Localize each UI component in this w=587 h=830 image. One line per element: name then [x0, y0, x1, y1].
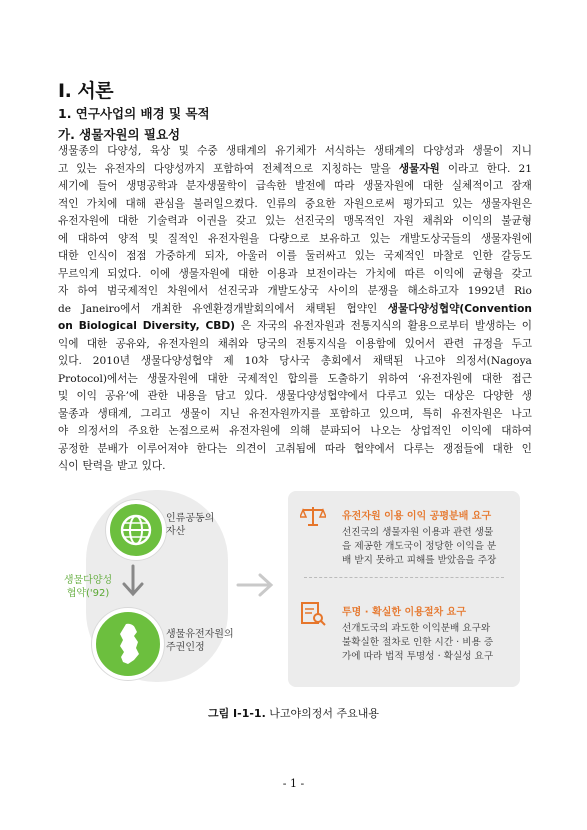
right-arrow-icon	[236, 570, 276, 604]
figure-bottom-label: 생물유전자원의 주권인정	[166, 629, 234, 653]
word: 고	[58, 162, 69, 175]
word: 채택된	[305, 302, 336, 315]
word: 전체적으로	[262, 162, 314, 175]
word: 기술력과	[146, 215, 188, 227]
word: 사이의	[327, 285, 359, 297]
word: 유엔환경개발회의에서	[192, 302, 295, 315]
word: 있는	[369, 232, 391, 245]
word: 및	[178, 145, 189, 157]
word: 무르익게	[58, 267, 99, 280]
paragraph-line	[58, 248, 532, 266]
scale-icon	[300, 505, 326, 531]
word: 채택된	[372, 355, 404, 367]
word: 개발도상국	[267, 285, 319, 297]
word: 이용함에	[355, 337, 397, 350]
word: 대한	[117, 215, 139, 227]
word: Janeiro에서	[81, 302, 141, 315]
word: 따라	[324, 442, 346, 455]
word: 논점으로써	[168, 425, 220, 437]
word: 가중하게	[155, 250, 197, 262]
word: 자원	[393, 215, 414, 227]
word: 인한	[472, 250, 493, 262]
word: 내용을	[176, 390, 207, 402]
word: 있는	[265, 215, 286, 227]
word: 인	[521, 442, 532, 455]
word: 들어	[97, 180, 118, 192]
word: 고취됨에	[275, 442, 317, 455]
word: 선진국의	[294, 215, 336, 227]
word: 전통지식의	[350, 320, 402, 332]
section-title: 1. 연구사업의 배경 및 목적	[58, 106, 210, 121]
word: 생물자원에	[178, 267, 230, 280]
word: 주요한	[128, 425, 159, 437]
figure-nagoya	[58, 488, 522, 686]
word: 있다.	[58, 355, 82, 367]
word: 합의를	[287, 372, 319, 385]
word: 협약에서	[353, 442, 395, 455]
word: 잠재	[511, 180, 532, 192]
paragraph-line	[58, 143, 532, 161]
word: 대하여	[501, 425, 532, 437]
word: 쟁점들에	[442, 442, 484, 455]
word: Diversity,	[142, 320, 200, 332]
paragraph-line	[58, 423, 532, 441]
word: 받고	[117, 460, 138, 472]
paragraph-line	[58, 441, 532, 459]
word: 대상은	[443, 390, 475, 402]
word: 나오는	[370, 425, 402, 437]
word: 있는	[76, 162, 97, 175]
word: 21	[518, 162, 532, 175]
word: 생태계의	[373, 145, 415, 157]
word: 이권을	[196, 215, 228, 227]
word: 다양성,	[107, 145, 142, 157]
word: 자국의	[256, 320, 288, 332]
word: 접근	[511, 372, 532, 385]
word: 차원에서	[167, 285, 209, 297]
paragraph-line	[58, 283, 532, 301]
word: 이루어져야	[136, 442, 188, 455]
word: 생	[521, 390, 532, 402]
paragraph-line	[58, 336, 532, 354]
word: 있는	[415, 390, 436, 402]
word: 이에	[149, 267, 171, 280]
word: 활용으로부터	[407, 320, 470, 332]
word: 담고	[215, 390, 236, 402]
word: 양적	[118, 232, 139, 245]
word: 관심을	[154, 197, 185, 210]
word: 분쟁을	[367, 285, 399, 297]
word: 지니	[511, 145, 532, 157]
paragraph-line	[58, 301, 532, 319]
word: 생물자원에	[147, 372, 199, 385]
word: 대한	[238, 267, 259, 280]
word: 나고야	[414, 355, 446, 367]
figure-top-label: 인류공동의 자산	[166, 513, 215, 537]
word: 다양성까지	[153, 162, 205, 175]
word: 탄력을	[82, 460, 114, 472]
paragraph-line	[58, 196, 532, 214]
word: 관한	[147, 390, 168, 402]
word: 유전자원을	[208, 232, 260, 245]
chapter-title: I. 서론	[58, 80, 114, 102]
word: 하여	[77, 285, 98, 297]
word: 유전자원은	[451, 407, 503, 420]
word: 지닌	[219, 407, 241, 420]
word: 생명공학과	[126, 180, 178, 192]
word: 이익	[76, 390, 97, 402]
word: 국제적인	[383, 250, 425, 262]
word: 지칭하는	[321, 162, 363, 175]
figure-right-panel	[288, 491, 520, 687]
page-number: - 1 -	[282, 777, 305, 790]
caption-label: 그림 Ⅰ-1-1.	[207, 707, 266, 720]
word: 대한	[58, 250, 79, 262]
word: 전통지식을	[295, 337, 347, 350]
word: 균형을	[472, 267, 504, 280]
word: 공유와,	[115, 337, 150, 350]
word: 맹목적인	[343, 215, 385, 227]
word: 있다.	[141, 460, 166, 472]
word: 포함하고	[329, 407, 371, 420]
word: 및	[148, 232, 159, 245]
document-search-icon	[300, 601, 326, 631]
word: 발전에	[294, 180, 326, 192]
word: 있어서	[404, 337, 436, 350]
word: 한다는	[196, 442, 228, 455]
word: Biological	[78, 320, 137, 332]
word: 생물다양성협약	[140, 355, 213, 367]
word: 당국의	[256, 337, 288, 350]
word: 국제적인	[237, 372, 279, 385]
word: 대한	[492, 442, 513, 455]
word: 유전자의	[104, 162, 146, 175]
word: 해소하고자	[407, 285, 459, 297]
word: 의해	[289, 425, 311, 437]
word: 보전이라는	[305, 267, 358, 280]
word: 세기에	[58, 180, 89, 192]
word: 관련	[443, 337, 465, 350]
word: 에	[58, 232, 69, 245]
word: 인류의	[265, 197, 297, 210]
word: 갖고	[235, 215, 257, 227]
word: 있다.	[243, 390, 268, 402]
word: 채취와	[422, 215, 454, 227]
word: 마찰로	[433, 250, 464, 262]
word: 생태계의	[225, 145, 267, 157]
word: 생물자원은	[480, 197, 532, 210]
word: 가치에	[365, 267, 397, 280]
word: 위하여	[377, 372, 409, 385]
paragraph-line	[58, 406, 532, 424]
word: 질적인	[167, 232, 199, 245]
caption-text: 나고야의정서 주요내용	[269, 707, 380, 720]
korea-map-icon	[92, 608, 164, 680]
box2-text: 선개도국의 과도한 이익분배 요구와 불확실한 절차로 인한 시간 · 비용 증 가에 따라 법적 투명성 · 확실성 요구	[342, 623, 494, 662]
word: 되었다.	[107, 267, 142, 280]
word: 분자생물학이	[185, 180, 248, 192]
word: 말을	[370, 162, 391, 175]
word: 생물종의	[58, 145, 99, 157]
word: 생물이	[472, 145, 504, 157]
word: 이라고	[447, 162, 479, 175]
word: 대해	[125, 197, 146, 210]
word: 이익의	[461, 215, 493, 227]
paragraph-line	[58, 371, 532, 389]
word: 인식이	[86, 250, 118, 262]
word: 공유’에	[105, 390, 140, 402]
word: 있으며,	[379, 407, 414, 420]
word: 되자,	[204, 250, 229, 262]
word: 생물자원에	[480, 232, 532, 245]
word: 다양한	[482, 390, 514, 402]
word: 실체적이고	[451, 180, 503, 192]
word: 총회에서	[320, 355, 362, 367]
word: 상업적인	[410, 425, 452, 437]
word: 서식하는	[324, 145, 366, 157]
paragraph-line	[58, 318, 532, 336]
word: 갈등도	[501, 250, 532, 262]
word: 다양성과	[423, 145, 465, 157]
word: 야	[58, 425, 69, 437]
word: 수중	[197, 145, 218, 157]
word: 대한	[207, 372, 229, 385]
paragraph-line	[58, 266, 532, 284]
word: 협약인	[346, 302, 378, 315]
paragraph-line	[58, 231, 532, 249]
word: de	[58, 302, 72, 315]
word: 선진국과	[217, 285, 259, 297]
paragraph-line	[58, 178, 532, 196]
paragraph-line	[58, 458, 532, 476]
word: 자원으로써	[343, 197, 395, 210]
word: 이익에	[433, 267, 465, 280]
word: 개발도상국들의	[399, 232, 472, 245]
subsection-title: 가. 생물자원의 필요성	[58, 127, 181, 142]
box2-title: 투명 · 확실한 이용절차 요구	[342, 607, 466, 618]
word: 불균형	[501, 215, 532, 227]
word: 둘러싸고	[305, 250, 347, 262]
word: 다량으로	[268, 232, 310, 245]
body-paragraph	[58, 143, 532, 476]
word: 발생하는	[474, 320, 516, 332]
word: 나고	[511, 407, 532, 420]
paragraph-line	[58, 353, 532, 371]
word: 그리고	[140, 407, 172, 420]
word: 대한	[86, 337, 108, 350]
word: 은	[240, 320, 252, 332]
globe-icon	[106, 500, 166, 560]
word: 제	[223, 355, 234, 367]
word: 생물다양성협약(Convention	[387, 302, 532, 315]
word: 규정을	[472, 337, 504, 350]
word: 급속한	[255, 180, 287, 192]
word: 있는	[452, 197, 473, 210]
word: 생물다양성협약에서	[275, 390, 369, 402]
word: 적인	[58, 197, 79, 210]
word: 평가되고	[403, 197, 445, 210]
word: 개최한	[151, 302, 182, 315]
word: Protocol)에서는	[58, 372, 138, 385]
box1-text: 선진국의 생물자원 이용과 관련 생물 을 제공한 개도국이 정당한 이익을 분 배 받지 못하고 피해를 받았음을 주장	[342, 527, 497, 566]
word: 불러일으켰다.	[193, 197, 258, 210]
word: 익에	[58, 337, 79, 350]
word: 있는	[354, 250, 376, 262]
word: 유전자원까지를	[248, 407, 321, 420]
word: 생물이	[180, 407, 211, 420]
word: Rio	[514, 285, 532, 297]
figure-caption	[0, 705, 587, 721]
word: CBD)	[205, 320, 235, 332]
word: 가치에	[86, 197, 118, 210]
word: ‘유전자원에	[417, 372, 473, 385]
word: 갖고	[511, 267, 532, 280]
word: 및	[58, 390, 69, 402]
word: 의정서(Nagoya	[455, 355, 532, 367]
word: 따른	[404, 267, 426, 280]
word: 도출하기	[327, 372, 369, 385]
figure-side-label: 생물다양성 협약('92)	[63, 575, 113, 599]
word: 특히	[422, 407, 443, 420]
word: 유전자원에	[58, 215, 110, 227]
word: 2010년	[92, 355, 130, 367]
word: 공정한	[58, 442, 89, 455]
word: 대하여	[77, 232, 109, 245]
word: 유전자원에	[229, 425, 281, 437]
word: 물종과	[58, 407, 89, 420]
word: 점점	[126, 250, 147, 262]
word: 따라	[334, 180, 355, 192]
word: 생물자원에	[363, 180, 415, 192]
word: 유기체가	[275, 145, 317, 157]
paragraph-line	[58, 213, 532, 231]
word: 육상	[149, 145, 171, 157]
word: 이용과	[266, 267, 298, 280]
word: 한다.	[486, 162, 511, 175]
word: 대한	[481, 372, 503, 385]
word: 이를	[276, 250, 297, 262]
down-arrow-icon	[120, 564, 146, 602]
word: 의정서의	[77, 425, 119, 437]
word: 1992년	[467, 285, 505, 297]
word: 유전자원과	[293, 320, 345, 332]
paragraph-line	[58, 161, 532, 179]
word: 생태계,	[97, 407, 132, 420]
word: 아울러	[237, 250, 268, 262]
word: 유전자원의	[158, 337, 210, 350]
word: 분배가	[97, 442, 129, 455]
word: 10차	[244, 355, 269, 367]
word: 식이	[58, 460, 79, 472]
word: 두고	[511, 337, 532, 350]
word: 다루고	[376, 390, 407, 402]
word: 이	[521, 320, 532, 332]
word: 의견이	[235, 442, 267, 455]
word: 다루는	[403, 442, 435, 455]
word: 포함하여	[213, 162, 254, 175]
word: 분파되어	[319, 425, 361, 437]
panel-divider	[304, 577, 504, 578]
word: 생물자원	[398, 162, 440, 175]
word: 당사국	[279, 355, 310, 367]
word: 자	[58, 285, 69, 297]
paragraph-line	[58, 388, 532, 406]
word: 채취와	[217, 337, 249, 350]
box1-title: 유전자원 이용 이익 공평분배 요구	[342, 511, 492, 522]
word: 중요한	[304, 197, 336, 210]
word: 보유하고	[319, 232, 361, 245]
word: 범국제적인	[106, 285, 159, 297]
word: 이익에	[461, 425, 492, 437]
word: on	[58, 320, 73, 332]
word: 대한	[422, 180, 444, 192]
